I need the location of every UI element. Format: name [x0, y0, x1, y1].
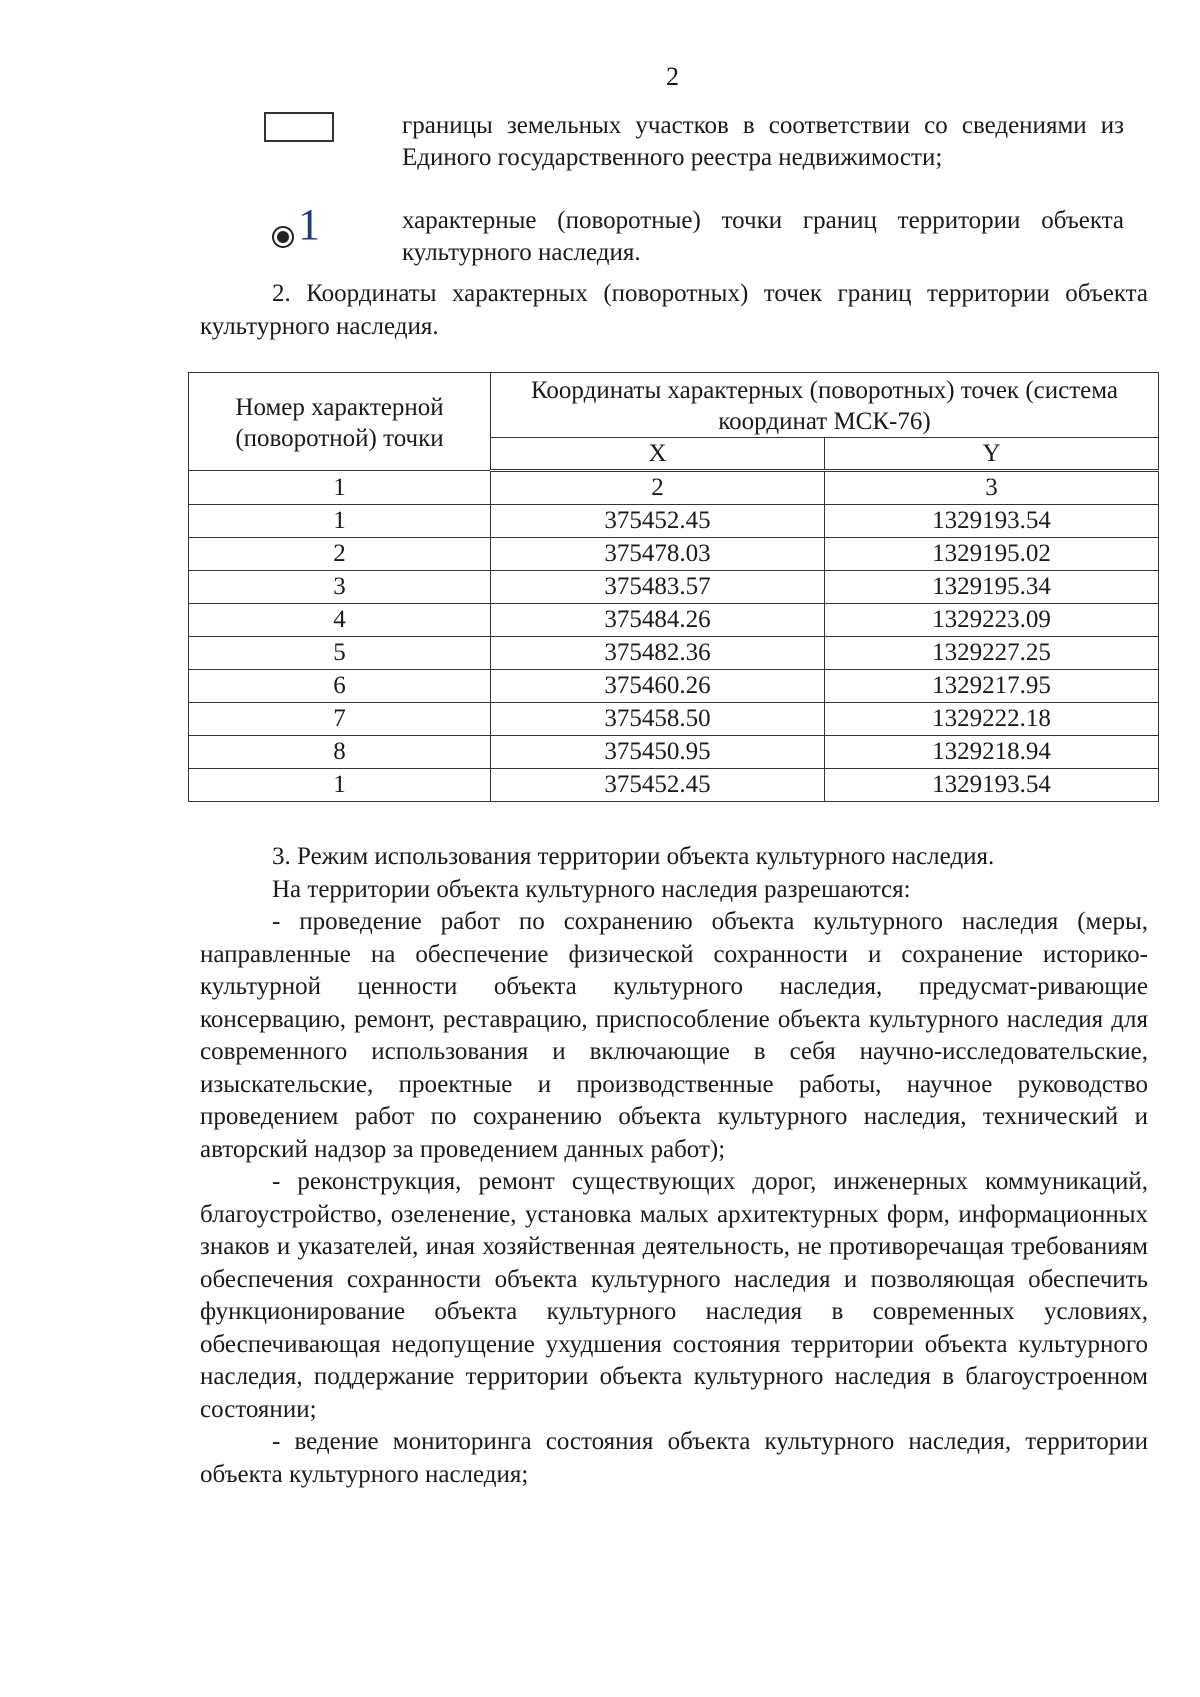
y-coordinate-cell: 1329195.34 [825, 571, 1159, 604]
x-coordinate-cell: 375458.50 [491, 703, 825, 736]
point-number-cell: 1 [189, 769, 491, 802]
table-row [189, 769, 1159, 802]
table-row [189, 505, 1159, 538]
index-cell: 3 [825, 471, 1159, 505]
table-row [189, 736, 1159, 769]
table-row [189, 670, 1159, 703]
y-coordinate-cell: 1329193.54 [825, 505, 1159, 538]
permitted-item-monitoring: - ведение мониторинга состояния объекта культурного наследия, территории объекта культурного наследия; [200, 1428, 1148, 1488]
legend-text-land-plot: границы земельных участков в соответствии со сведениями из Единого государственного реестра недвижимости; [402, 112, 1124, 171]
turning-point-icon [272, 200, 328, 249]
x-coordinate-cell: 375452.45 [491, 769, 825, 802]
y-coordinate-cell: 1329217.95 [825, 670, 1159, 703]
permitted-item-reconstruction: - реконструкция, ремонт существующих дорог, инженерных коммуникаций, благоустройство, озеленение, установка малых архитектурных форм, информационных знаков и указателей, иная хозяйственная деятельность, не противоречащая требованиям обеспечения сохранности объекта культурного наследия и позволяющая обеспечить функционирование объекта культурного наследия в современных условиях, обеспечивающая недопущение ухудшения состояния территории объекта культурного наследия, поддержание территории объекта культурного наследия в благоустроенном состоянии; [200, 1168, 1148, 1423]
coordinates-table [188, 372, 1159, 802]
col-header-x: X [491, 438, 825, 471]
point-number-cell: 7 [189, 703, 491, 736]
index-cell: 2 [491, 471, 825, 505]
x-coordinate-cell: 375452.45 [491, 505, 825, 538]
table-row [189, 604, 1159, 637]
point-number-cell: 4 [189, 604, 491, 637]
col-header-y: Y [825, 438, 1159, 471]
table-row [189, 538, 1159, 571]
y-coordinate-cell: 1329222.18 [825, 703, 1159, 736]
table-row [189, 703, 1159, 736]
y-coordinate-cell: 1329195.02 [825, 538, 1159, 571]
point-number-cell: 5 [189, 637, 491, 670]
table-row [189, 637, 1159, 670]
y-coordinate-cell: 1329227.25 [825, 637, 1159, 670]
point-number-cell: 6 [189, 670, 491, 703]
x-coordinate-cell: 375482.36 [491, 637, 825, 670]
index-cell: 1 [189, 471, 491, 505]
turning-point-label: 1 [298, 200, 320, 249]
col-header-point-number: Номер характерной (поворотной) точки [189, 373, 491, 471]
x-coordinate-cell: 375483.57 [491, 571, 825, 604]
x-coordinate-cell: 375450.95 [491, 736, 825, 769]
point-number-cell: 8 [189, 736, 491, 769]
col-header-coordinates: Координаты характерных (поворотных) точек (система координат МСК-76) [491, 373, 1159, 438]
legend-item-turning-point [262, 200, 1124, 269]
x-coordinate-cell: 375478.03 [491, 538, 825, 571]
point-number-cell: 1 [189, 505, 491, 538]
y-coordinate-cell: 1329218.94 [825, 736, 1159, 769]
table-index-row [189, 471, 1159, 505]
point-number-cell: 3 [189, 571, 491, 604]
permitted-item-conservation: - проведение работ по сохранению объекта культурного наследия (меры, направленные на обеспечение физической сохранности и сохранение историко-культурной ценности объекта культурного наследия, предусмат-ривающие консервацию, ремонт, реставрацию, приспособление объекта культурного наследия для современного использования и включающие в себя научно-исследовательские, изыскательские, проектные и производственные работы, научное руководство проведением работ по сохранению объекта культурного наследия, технический и авторский надзор за проведением данных работ); [200, 908, 1148, 1163]
x-coordinate-cell: 375484.26 [491, 604, 825, 637]
section-3-heading: 3. Режим использования территории объекта культурного наследия. [272, 843, 995, 870]
section-2-heading: 2. Координаты характерных (поворотных) точек границ территории объекта культурного наследия. [200, 280, 1148, 340]
y-coordinate-cell: 1329193.54 [825, 769, 1159, 802]
legend-text-turning-point: характерные (поворотные) точки границ территории объекта культурного наследия. [402, 207, 1124, 266]
x-coordinate-cell: 375460.26 [491, 670, 825, 703]
table-row [189, 571, 1159, 604]
table-body [189, 471, 1159, 802]
section-3-intro: На территории объекта культурного наследия разрешаются: [272, 875, 911, 903]
point-number-cell: 2 [189, 538, 491, 571]
section-3 [200, 841, 1148, 1491]
page-number: 2 [666, 62, 679, 91]
y-coordinate-cell: 1329223.09 [825, 604, 1159, 637]
legend-item-land-plot [262, 110, 1124, 174]
